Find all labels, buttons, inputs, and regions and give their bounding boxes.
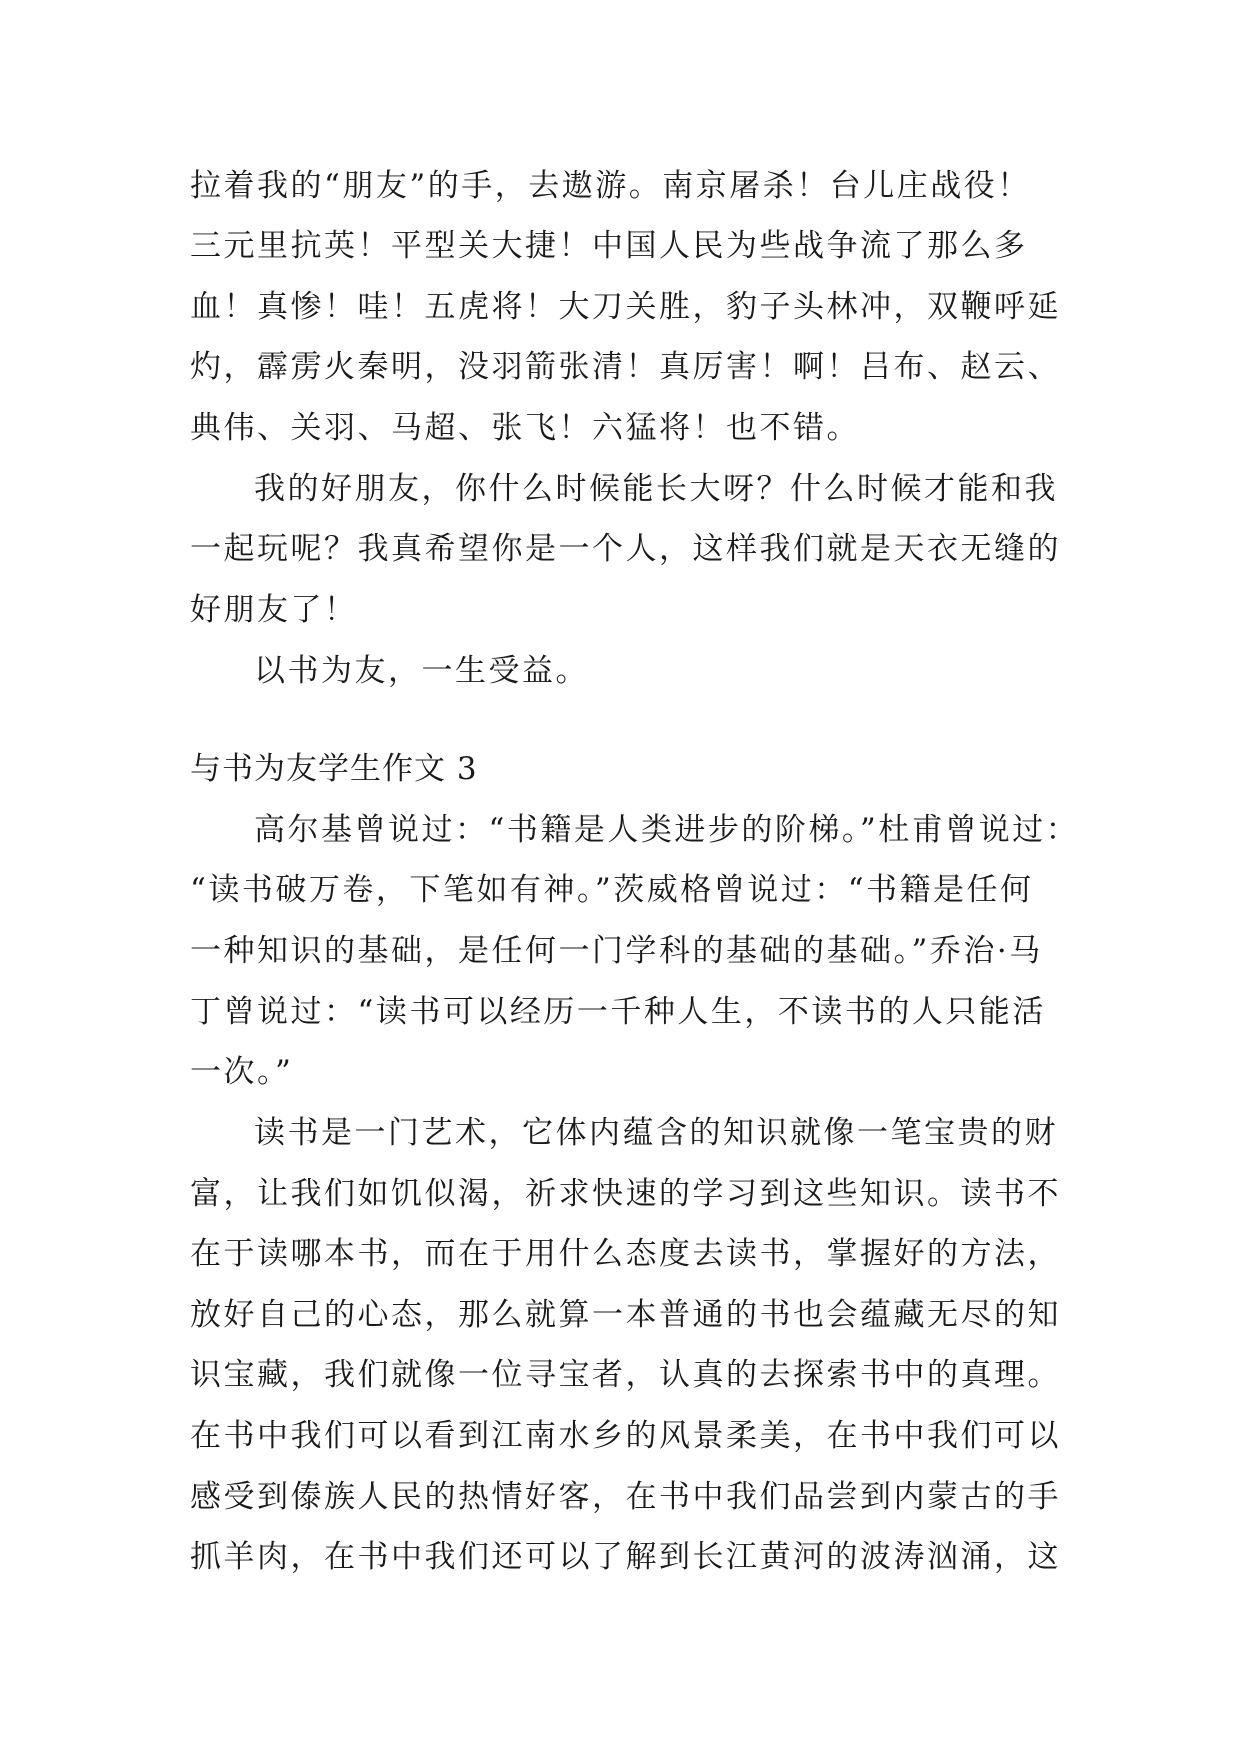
text-line: “读书破万卷，下笔如有神。”茨威格曾说过：“书籍是任何 bbox=[190, 872, 1034, 908]
text-line: 一次。” bbox=[190, 1054, 294, 1090]
text-line: 一种知识的基础，是任何一门学科的基础的基础。”乔治·马 bbox=[190, 933, 1043, 969]
paragraph-first-line: 以书为友，一生受益。 bbox=[254, 653, 589, 689]
text-line: 识宝藏，我们就像一位寻宝者，认真的去探索书中的真理。 bbox=[190, 1357, 1061, 1393]
text-line: 灼，霹雳火秦明，没羽箭张清！真厉害！啊！吕布、赵云、 bbox=[190, 349, 1061, 385]
text-line: 感受到傣族人民的热情好客，在书中我们品尝到内蒙古的手 bbox=[190, 1479, 1061, 1515]
text-line: 抓羊肉，在书中我们还可以了解到长江黄河的波涛汹涌，这 bbox=[190, 1539, 1061, 1575]
section-heading: 与书为友学生作文 3 bbox=[190, 751, 478, 787]
text-line: 放好自己的心态，那么就算一本普通的书也会蕴藏无尽的知 bbox=[190, 1297, 1061, 1333]
text-line: 一起玩呢？我真希望你是一个人，这样我们就是天衣无缝的 bbox=[190, 531, 1061, 567]
paragraph-first-line: 高尔基曾说过：“书籍是人类进步的阶梯。”杜甫曾说过： bbox=[254, 812, 1080, 848]
text-line: 好朋友了！ bbox=[190, 592, 358, 628]
text-line: 丁曾说过：“读书可以经历一千种人生，不读书的人只能活 bbox=[190, 994, 1046, 1030]
text-line: 在书中我们可以看到江南水乡的风景柔美，在书中我们可以 bbox=[190, 1418, 1061, 1454]
text-line: 典伟、关羽、马超、张飞！六猛将！也不错。 bbox=[190, 410, 860, 446]
text-line: 三元里抗英！平型关大捷！中国人民为些战争流了那么多 bbox=[190, 228, 1028, 264]
text-line: 拉着我的“朋友”的手，去遨游。南京屠杀！台儿庄战役！ bbox=[190, 168, 1031, 204]
text-line: 血！真惨！哇！五虎将！大刀关胜，豹子头林冲，双鞭呼延 bbox=[190, 289, 1061, 325]
text-line: 在于读哪本书，而在于用什么态度去读书，掌握好的方法， bbox=[190, 1236, 1061, 1272]
text-line: 富，让我们如饥似渴，祈求快速的学习到这些知识。读书不 bbox=[190, 1176, 1061, 1212]
paragraph-first-line: 我的好朋友，你什么时候能长大呀？什么时候才能和我 bbox=[254, 471, 1058, 507]
paragraph-first-line: 读书是一门艺术，它体内蕴含的知识就像一笔宝贵的财 bbox=[254, 1115, 1058, 1151]
